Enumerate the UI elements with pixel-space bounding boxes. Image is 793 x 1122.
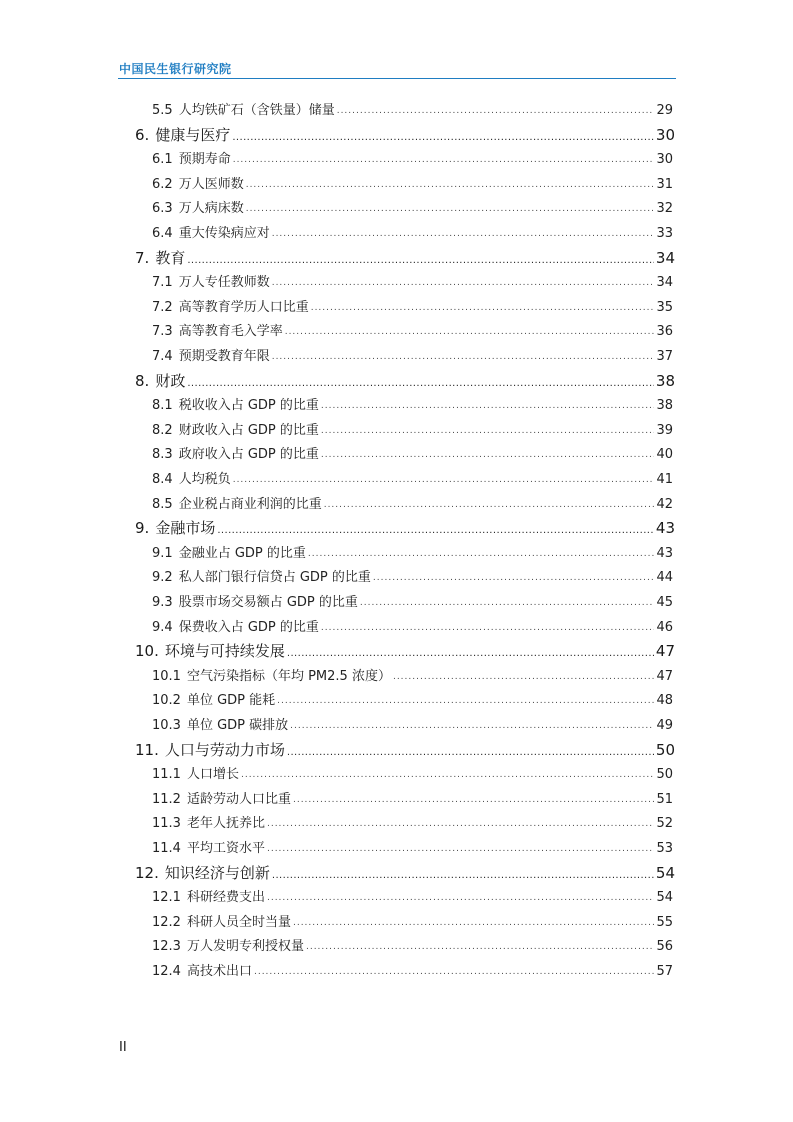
toc-dot-leader bbox=[293, 794, 654, 807]
toc-dot-leader bbox=[272, 868, 654, 883]
toc-entry-number: 8. bbox=[135, 371, 150, 390]
toc-entry-title: 人均税负 bbox=[178, 472, 231, 487]
toc-section-entry[interactable] bbox=[152, 222, 673, 241]
toc-entry-page: 49 bbox=[656, 718, 673, 733]
toc-dot-leader bbox=[321, 425, 655, 438]
toc-dot-leader bbox=[285, 326, 655, 339]
toc-entry-page: 30 bbox=[655, 125, 675, 144]
toc-entry-page: 53 bbox=[656, 841, 673, 856]
toc-dot-leader bbox=[217, 523, 654, 538]
toc-entry-number: 6.3 bbox=[152, 201, 173, 217]
toc-dot-leader bbox=[187, 376, 654, 391]
toc-entry-number: 10.2 bbox=[152, 693, 181, 709]
toc-dot-leader bbox=[373, 572, 655, 585]
toc-entry-page: 41 bbox=[656, 472, 673, 487]
toc-dot-leader bbox=[267, 892, 654, 905]
toc-section-entry[interactable] bbox=[152, 788, 673, 807]
toc-section-entry[interactable] bbox=[152, 689, 673, 708]
toc-section-entry[interactable] bbox=[152, 714, 673, 733]
toc-entry-number: 11.4 bbox=[152, 841, 181, 856]
toc-section-entry[interactable] bbox=[152, 935, 673, 954]
toc-entry-title: 知识经济与创新 bbox=[164, 863, 270, 882]
toc-entry-number: 6. bbox=[135, 125, 150, 144]
toc-entry-page: 47 bbox=[655, 642, 675, 661]
toc-dot-leader bbox=[306, 941, 654, 954]
toc-dot-leader bbox=[246, 179, 655, 192]
toc-dot-leader bbox=[393, 671, 655, 684]
toc-entry-title: 万人病床数 bbox=[178, 201, 244, 217]
toc-entry-number: 11.1 bbox=[152, 767, 181, 783]
toc-dot-leader bbox=[324, 499, 655, 512]
toc-entry-title: 高等教育学历人口比重 bbox=[178, 299, 309, 315]
toc-dot-leader bbox=[308, 548, 655, 561]
toc-entry-page: 32 bbox=[656, 201, 673, 217]
toc-entry-title: 金融市场 bbox=[155, 519, 216, 538]
toc-section-entry[interactable] bbox=[152, 394, 673, 413]
toc-dot-leader bbox=[232, 130, 654, 145]
toc-entry-page: 31 bbox=[656, 176, 673, 192]
toc-dot-leader bbox=[293, 917, 654, 930]
toc-entry-page: 43 bbox=[656, 545, 673, 561]
toc-section-entry[interactable] bbox=[152, 616, 673, 635]
toc-entry-number: 12.3 bbox=[152, 939, 181, 955]
toc-section-entry[interactable] bbox=[152, 665, 673, 684]
toc-section-entry[interactable] bbox=[152, 542, 673, 561]
toc-entry-page: 46 bbox=[656, 619, 673, 635]
toc-dot-leader bbox=[233, 154, 655, 167]
toc-entry-number: 9. bbox=[135, 519, 150, 538]
toc-section-entry[interactable] bbox=[152, 911, 673, 930]
toc-entry-title: 保费收入占 GDP 的比重 bbox=[178, 619, 319, 635]
toc-entry-title: 预期受教育年限 bbox=[178, 349, 270, 364]
toc-entry-page: 55 bbox=[656, 914, 673, 930]
toc-entry-number: 8.4 bbox=[152, 472, 173, 487]
toc-chapter-entry[interactable] bbox=[135, 370, 675, 391]
toc-dot-leader bbox=[360, 597, 655, 610]
toc-chapter-entry[interactable] bbox=[135, 247, 675, 268]
toc-entry-title: 人均铁矿石（含铁量）储量 bbox=[178, 103, 335, 118]
toc-entry-title: 老年人抚养比 bbox=[186, 816, 265, 832]
toc-entry-page: 44 bbox=[656, 570, 673, 586]
toc-section-entry[interactable] bbox=[152, 148, 673, 167]
toc-dot-leader bbox=[241, 769, 654, 782]
toc-entry-number: 8.2 bbox=[152, 422, 173, 438]
toc-entry-title: 科研人员全时当量 bbox=[186, 914, 291, 930]
toc-entry-page: 37 bbox=[656, 349, 673, 364]
toc-entry-title: 税收收入占 GDP 的比重 bbox=[178, 398, 319, 414]
toc-section-entry[interactable] bbox=[152, 419, 673, 438]
toc-entry-title: 人口与劳动力市场 bbox=[164, 740, 285, 759]
toc-section-entry[interactable] bbox=[152, 173, 673, 192]
header-divider bbox=[118, 78, 676, 79]
toc-entry-page: 39 bbox=[656, 422, 673, 438]
toc-entry-number: 11.2 bbox=[152, 791, 181, 807]
toc-entry-number: 7.4 bbox=[152, 349, 173, 364]
toc-entry-number: 7.3 bbox=[152, 324, 173, 340]
toc-entry-number: 11. bbox=[135, 740, 159, 759]
toc-entry-title: 股票市场交易额占 GDP 的比重 bbox=[178, 595, 358, 610]
toc-entry-title: 金融业占 GDP 的比重 bbox=[178, 545, 306, 561]
toc-entry-page: 35 bbox=[656, 299, 673, 315]
toc-entry-page: 51 bbox=[656, 791, 673, 807]
toc-dot-leader bbox=[287, 745, 654, 760]
toc-section-entry[interactable] bbox=[152, 271, 673, 290]
toc-dot-leader bbox=[311, 302, 655, 315]
toc-section-entry[interactable] bbox=[152, 812, 673, 831]
footer-page-number: II bbox=[119, 1040, 127, 1055]
toc-section-entry[interactable] bbox=[152, 443, 673, 462]
toc-entry-page: 34 bbox=[655, 248, 675, 267]
toc-entry-number: 12.1 bbox=[152, 890, 181, 906]
toc-entry-page: 48 bbox=[656, 693, 673, 709]
toc-entry-title: 平均工资水平 bbox=[186, 841, 265, 856]
toc-dot-leader bbox=[321, 622, 655, 635]
toc-entry-page: 56 bbox=[656, 939, 673, 955]
toc-chapter-entry[interactable] bbox=[135, 739, 675, 760]
toc-entry-title: 万人发明专利授权量 bbox=[186, 939, 304, 955]
toc-entry-number: 6.2 bbox=[152, 176, 173, 192]
toc-entry-number: 8.3 bbox=[152, 447, 173, 463]
toc-entry-page: 54 bbox=[655, 863, 675, 882]
toc-entry-number: 6.1 bbox=[152, 152, 173, 168]
toc-entry-number: 8.1 bbox=[152, 398, 173, 414]
toc-entry-title: 人口增长 bbox=[186, 767, 239, 783]
toc-entry-title: 适龄劳动人口比重 bbox=[186, 791, 291, 807]
toc-entry-title: 企业税占商业利润的比重 bbox=[178, 496, 322, 512]
toc-dot-leader bbox=[272, 277, 655, 290]
toc-entry-title: 教育 bbox=[155, 248, 186, 267]
toc-entry-number: 9.4 bbox=[152, 619, 173, 635]
toc-entry-number: 10. bbox=[135, 642, 159, 661]
toc-entry-title: 万人医师数 bbox=[178, 176, 244, 192]
toc-section-entry[interactable] bbox=[152, 468, 673, 487]
toc-dot-leader bbox=[337, 105, 655, 118]
toc-chapter-entry[interactable] bbox=[135, 862, 675, 883]
toc-entry-page: 50 bbox=[655, 740, 675, 759]
toc-section-entry[interactable] bbox=[152, 591, 673, 610]
toc-entry-page: 50 bbox=[656, 767, 673, 783]
toc-dot-leader bbox=[272, 351, 655, 364]
toc-section-entry[interactable] bbox=[152, 345, 673, 364]
toc-entry-title: 重大传染病应对 bbox=[178, 226, 270, 241]
toc-entry-page: 54 bbox=[656, 890, 673, 906]
toc-entry-title: 政府收入占 GDP 的比重 bbox=[178, 447, 319, 463]
toc-entry-number: 9.1 bbox=[152, 545, 173, 561]
toc-entry-page: 47 bbox=[656, 668, 673, 684]
toc-section-entry[interactable] bbox=[152, 197, 673, 216]
toc-entry-number: 10.3 bbox=[152, 718, 181, 733]
toc-entry-number: 7.1 bbox=[152, 275, 173, 291]
toc-entry-page: 57 bbox=[656, 964, 673, 979]
toc-section-entry[interactable] bbox=[152, 99, 673, 118]
toc-section-entry[interactable] bbox=[152, 960, 673, 979]
toc-section-entry[interactable] bbox=[152, 886, 673, 905]
toc-chapter-entry[interactable] bbox=[135, 124, 675, 145]
toc-entry-page: 43 bbox=[655, 519, 675, 538]
toc-entry-page: 42 bbox=[656, 496, 673, 512]
toc-entry-page: 29 bbox=[656, 103, 673, 118]
toc-entry-number: 12.4 bbox=[152, 964, 181, 979]
toc-entry-title: 环境与可持续发展 bbox=[164, 642, 285, 661]
toc-section-entry[interactable] bbox=[152, 296, 673, 315]
toc-entry-page: 34 bbox=[656, 275, 673, 291]
toc-dot-leader bbox=[233, 474, 655, 487]
toc-dot-leader bbox=[321, 449, 655, 462]
toc-entry-title: 财政收入占 GDP 的比重 bbox=[178, 422, 319, 438]
toc-entry-page: 33 bbox=[656, 226, 673, 241]
toc-entry-title: 空气污染指标（年均 PM2.5 浓度） bbox=[186, 668, 391, 684]
toc-dot-leader bbox=[267, 843, 654, 856]
toc-entry-title: 万人专任教师数 bbox=[178, 275, 270, 291]
toc-entry-number: 9.3 bbox=[152, 595, 173, 610]
toc-entry-title: 科研经费支出 bbox=[186, 890, 265, 906]
toc-entry-page: 38 bbox=[655, 371, 675, 390]
toc-entry-title: 单位 GDP 能耗 bbox=[186, 693, 276, 709]
toc-dot-leader bbox=[246, 203, 655, 216]
toc-entry-number: 7.2 bbox=[152, 299, 173, 315]
toc-entry-page: 40 bbox=[656, 447, 673, 463]
toc-dot-leader bbox=[321, 400, 655, 413]
toc-entry-number: 6.4 bbox=[152, 226, 173, 241]
toc-entry-number: 5.5 bbox=[152, 103, 173, 118]
toc-entry-title: 私人部门银行信贷占 GDP 的比重 bbox=[178, 570, 371, 586]
toc-dot-leader bbox=[187, 253, 654, 268]
toc-entry-number: 10.1 bbox=[152, 668, 181, 684]
toc-chapter-entry[interactable] bbox=[135, 517, 675, 538]
toc-section-entry[interactable] bbox=[152, 566, 673, 585]
toc-entry-title: 高技术出口 bbox=[186, 964, 252, 979]
toc-dot-leader bbox=[287, 646, 654, 661]
toc-chapter-entry[interactable] bbox=[135, 640, 675, 661]
toc-dot-leader bbox=[290, 720, 654, 733]
toc-entry-number: 8.5 bbox=[152, 496, 173, 512]
toc-entry-number: 11.3 bbox=[152, 816, 181, 832]
toc-entry-title: 单位 GDP 碳排放 bbox=[186, 718, 289, 733]
toc-dot-leader bbox=[277, 695, 654, 708]
toc-dot-leader bbox=[272, 228, 655, 241]
toc-entry-page: 52 bbox=[656, 816, 673, 832]
toc-entry-number: 9.2 bbox=[152, 570, 173, 586]
toc-entry-number: 7. bbox=[135, 248, 150, 267]
toc-section-entry[interactable] bbox=[152, 320, 673, 339]
toc-section-entry[interactable] bbox=[152, 837, 673, 856]
toc-dot-leader bbox=[267, 818, 654, 831]
toc-entry-title: 预期寿命 bbox=[178, 152, 231, 168]
header-title: 中国民生银行研究院 bbox=[119, 62, 232, 76]
toc-entry-title: 健康与医疗 bbox=[155, 125, 231, 144]
toc-entry-page: 36 bbox=[656, 324, 673, 340]
toc-entry-page: 30 bbox=[656, 152, 673, 168]
toc-section-entry[interactable] bbox=[152, 493, 673, 512]
toc-entry-page: 45 bbox=[656, 595, 673, 610]
toc-entry-title: 高等教育毛入学率 bbox=[178, 324, 283, 340]
toc-entry-number: 12. bbox=[135, 863, 159, 882]
toc-section-entry[interactable] bbox=[152, 763, 673, 782]
toc-dot-leader bbox=[254, 966, 654, 979]
toc-entry-page: 38 bbox=[656, 398, 673, 414]
toc-entry-number: 12.2 bbox=[152, 914, 181, 930]
toc-entry-title: 财政 bbox=[155, 371, 186, 390]
